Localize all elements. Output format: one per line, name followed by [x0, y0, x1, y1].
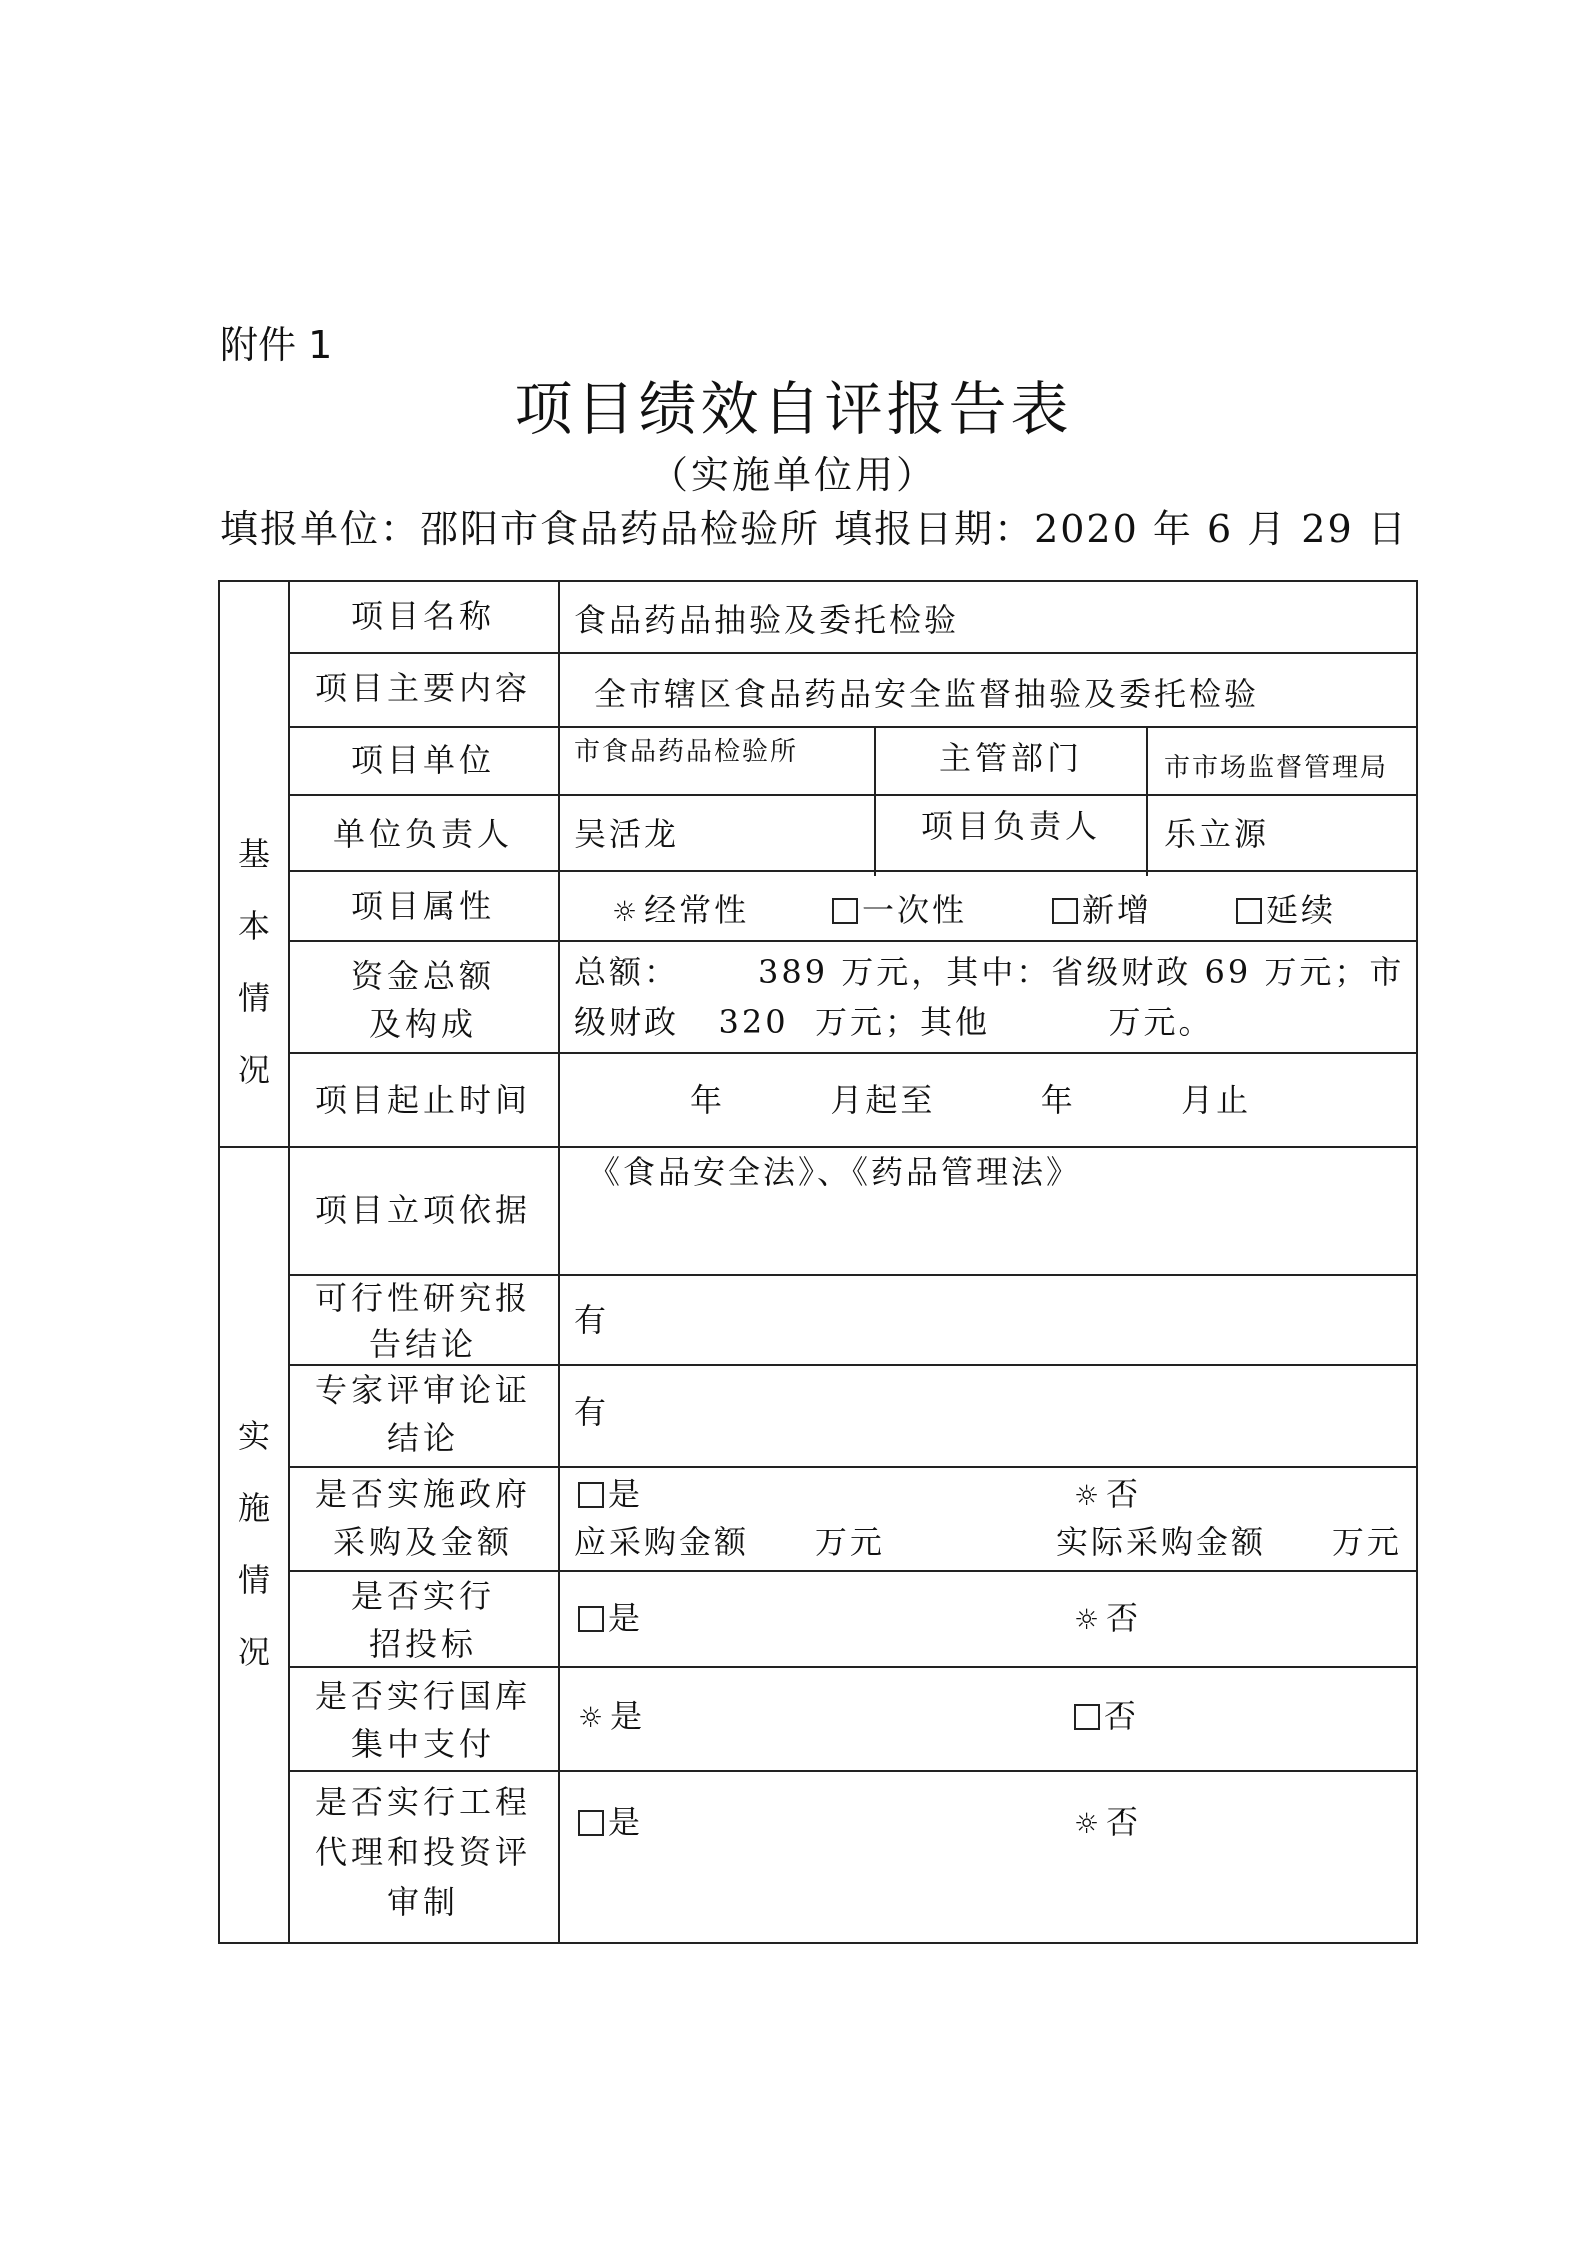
form-border-bottom — [218, 1942, 1418, 1944]
checkbox-icon — [578, 1810, 604, 1836]
project-content-value: 全市辖区食品药品安全监督抽验及委托检验 — [594, 675, 1260, 713]
fund-label-1: 资金总额 — [350, 957, 495, 995]
project-period-label: 项目起止时间 — [314, 1081, 531, 1119]
label-divider — [558, 580, 560, 1944]
agency-yes-option[interactable]: 是 — [578, 1798, 643, 1846]
checked-mark-icon: ☼ — [612, 895, 641, 928]
procurement-due-amount: 应采购金额 万元 — [574, 1523, 885, 1561]
checkbox-icon — [1236, 898, 1262, 924]
checkbox-icon — [1074, 1704, 1100, 1730]
section-basic-label: 基 本 情 况 — [237, 835, 270, 1089]
checkbox-icon — [832, 898, 858, 924]
agency-label-2: 代理和投资评 — [314, 1833, 531, 1871]
attribute-option-new[interactable]: 新增 — [1052, 886, 1152, 934]
checkbox-icon — [1052, 898, 1078, 924]
project-name-value: 食品药品抽验及委托检验 — [574, 601, 960, 639]
project-period-value: 年 月起至 年 月止 — [690, 1081, 1252, 1119]
checkbox-icon — [578, 1606, 604, 1632]
supervising-dept-label: 主管部门 — [938, 739, 1083, 777]
bidding-label-2: 招投标 — [368, 1625, 477, 1663]
mid-divider-2 — [1146, 726, 1148, 876]
checkbox-icon — [578, 1482, 604, 1508]
form-border-right — [1416, 580, 1418, 1944]
fund-line-1: 总额： 389 万元，其中：省级财政 69 万元；市 — [574, 953, 1405, 991]
attribute-option-regular[interactable]: ☼ 经常性 — [612, 886, 749, 936]
checked-mark-icon: ☼ — [1074, 1603, 1103, 1636]
attribute-option-continue[interactable]: 延续 — [1236, 886, 1336, 934]
project-leader-label: 项目负责人 — [920, 807, 1101, 845]
agency-label-3: 审制 — [386, 1883, 459, 1921]
self-evaluation-form — [218, 580, 1418, 1944]
feasibility-label-2: 告结论 — [368, 1325, 477, 1363]
treasury-label-1: 是否实行国库 — [314, 1677, 531, 1715]
procurement-label-2: 采购及金额 — [332, 1523, 513, 1561]
unit-leader-label: 单位负责人 — [332, 815, 513, 853]
row-line — [288, 870, 1418, 872]
form-border-left — [218, 580, 220, 1944]
form-border-top — [218, 580, 1418, 582]
project-leader-value: 乐立源 — [1164, 815, 1270, 853]
agency-no-option[interactable]: ☼ 否 — [1074, 1798, 1141, 1848]
row-line — [288, 794, 1418, 796]
checked-mark-icon: ☼ — [1074, 1807, 1103, 1840]
project-attribute-label: 项目属性 — [350, 887, 495, 925]
row-line — [288, 652, 1418, 654]
fill-info-line: 填报单位：邵阳市食品药品检验所 填报日期：2020 年 6 月 29 日 — [220, 507, 1408, 551]
project-unit-value: 市食品药品检验所 — [574, 737, 799, 767]
treasury-yes-option[interactable]: ☼ 是 — [578, 1692, 645, 1742]
agency-label-1: 是否实行工程 — [314, 1783, 531, 1821]
procurement-yes-option[interactable]: 是 — [578, 1470, 643, 1518]
project-content-label: 项目主要内容 — [314, 669, 531, 707]
document-title: 项目绩效自评报告表 — [514, 375, 1073, 443]
bidding-label-1: 是否实行 — [350, 1577, 495, 1615]
fund-label-2: 及构成 — [368, 1005, 477, 1043]
row-line — [288, 1770, 1418, 1772]
attachment-label: 附件 1 — [220, 323, 333, 367]
feasibility-value: 有 — [574, 1301, 610, 1339]
row-line — [288, 1052, 1418, 1054]
expert-label-2: 结论 — [386, 1419, 459, 1457]
basis-label: 项目立项依据 — [314, 1191, 531, 1229]
unit-leader-value: 吴活龙 — [574, 815, 680, 853]
project-name-label: 项目名称 — [350, 597, 495, 635]
treasury-no-option[interactable]: 否 — [1074, 1692, 1139, 1740]
supervising-dept-value: 市市场监督管理局 — [1164, 753, 1389, 783]
procurement-label-1: 是否实施政府 — [314, 1475, 531, 1513]
feasibility-label-1: 可行性研究报 — [314, 1279, 531, 1317]
bidding-yes-option[interactable]: 是 — [578, 1594, 643, 1642]
document-subtitle: （实施单位用） — [649, 453, 937, 497]
bidding-no-option[interactable]: ☼ 否 — [1074, 1594, 1141, 1644]
row-line — [288, 726, 1418, 728]
section-impl-label: 实 施 情 况 — [237, 1417, 270, 1671]
checked-mark-icon: ☼ — [578, 1701, 607, 1734]
procurement-actual-amount: 实际采购金额 万元 — [1056, 1523, 1402, 1561]
row-line — [288, 940, 1418, 942]
basis-value: 《食品安全法》、《药品管理法》 — [588, 1153, 1082, 1191]
fund-line-2: 级财政 320 万元；其他 万元。 — [574, 1003, 1214, 1041]
row-line — [288, 1466, 1418, 1468]
expert-value: 有 — [574, 1393, 610, 1431]
treasury-label-2: 集中支付 — [350, 1725, 495, 1763]
procurement-no-option[interactable]: ☼ 否 — [1074, 1470, 1141, 1520]
checked-mark-icon: ☼ — [1074, 1479, 1103, 1512]
expert-label-1: 专家评审论证 — [314, 1371, 531, 1409]
attribute-option-one-time[interactable]: 一次性 — [832, 886, 967, 934]
project-unit-label: 项目单位 — [350, 741, 495, 779]
